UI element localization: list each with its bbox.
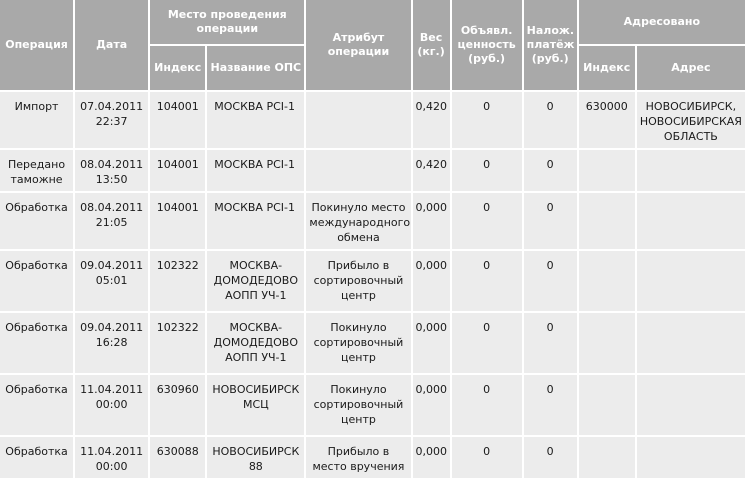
header-cod: Налож. платёж (руб.) (524, 0, 577, 90)
cell-index: 102322 (150, 251, 205, 311)
cell-address (637, 193, 745, 249)
header-attribute: Атрибут операции (306, 0, 410, 90)
cell-declared-value: 0 (452, 251, 522, 311)
cell-attribute (306, 92, 410, 148)
cell-attribute: Покинуло место международного обмена (306, 193, 410, 249)
cell-operation: Обработка (0, 437, 73, 478)
header-place: Место проведения операции (150, 0, 304, 44)
cell-addr-index (579, 193, 635, 249)
header-addr-index: Индекс (579, 46, 635, 90)
cell-ops-name: МОСКВА-ДОМОДЕДОВО АОПП УЧ-1 (207, 251, 304, 311)
cell-date: 11.04.2011 00:00 (75, 375, 148, 435)
table-row (0, 150, 745, 191)
cell-attribute: Прибыло в место вручения (306, 437, 410, 478)
cell-operation: Импорт (0, 92, 73, 148)
cell-ops-name: МОСКВА PCI-1 (207, 92, 304, 148)
cell-addr-index (579, 251, 635, 311)
cell-weight: 0,000 (413, 375, 450, 435)
cell-attribute: Покинуло сортировочный центр (306, 375, 410, 435)
cell-address (637, 150, 745, 191)
cell-cod: 0 (524, 193, 577, 249)
cell-index: 104001 (150, 92, 205, 148)
cell-ops-name: НОВОСИБИРСК 88 (207, 437, 304, 478)
header-ops-name: Название ОПС (207, 46, 304, 90)
cell-attribute (306, 150, 410, 191)
cell-date: 09.04.2011 05:01 (75, 251, 148, 311)
header-declared-value: Объявл. ценность (руб.) (452, 0, 522, 90)
header-index: Индекс (150, 46, 205, 90)
cell-weight: 0,000 (413, 437, 450, 478)
cell-addr-index (579, 150, 635, 191)
cell-addr-index (579, 437, 635, 478)
cell-cod: 0 (524, 92, 577, 148)
header-weight: Вес (кг.) (413, 0, 450, 90)
cell-index: 630960 (150, 375, 205, 435)
cell-date: 11.04.2011 00:00 (75, 437, 148, 478)
table-row (0, 92, 745, 148)
cell-address (637, 375, 745, 435)
cell-address (637, 251, 745, 311)
cell-attribute: Прибыло в сортировочный центр (306, 251, 410, 311)
cell-date: 09.04.2011 16:28 (75, 313, 148, 373)
cell-cod: 0 (524, 375, 577, 435)
cell-ops-name: МОСКВА PCI-1 (207, 193, 304, 249)
cell-weight: 0,000 (413, 193, 450, 249)
cell-operation: Обработка (0, 251, 73, 311)
cell-operation: Обработка (0, 375, 73, 435)
cell-address (637, 313, 745, 373)
cell-operation: Обработка (0, 193, 73, 249)
cell-ops-name: МОСКВА PCI-1 (207, 150, 304, 191)
cell-operation: Обработка (0, 313, 73, 373)
cell-addr-index (579, 375, 635, 435)
cell-date: 08.04.2011 13:50 (75, 150, 148, 191)
cell-date: 08.04.2011 21:05 (75, 193, 148, 249)
table-row (0, 437, 745, 478)
cell-cod: 0 (524, 251, 577, 311)
cell-weight: 0,420 (413, 92, 450, 148)
cell-date: 07.04.2011 22:37 (75, 92, 148, 148)
table-row (0, 193, 745, 249)
cell-ops-name: НОВОСИБИРСК МСЦ (207, 375, 304, 435)
cell-index: 630088 (150, 437, 205, 478)
cell-declared-value: 0 (452, 313, 522, 373)
table-row (0, 375, 745, 435)
cell-declared-value: 0 (452, 437, 522, 478)
cell-addr-index: 630000 (579, 92, 635, 148)
table-row (0, 313, 745, 373)
cell-address: НОВОСИБИРСК, НОВОСИБИРСКАЯ ОБЛАСТЬ (637, 92, 745, 148)
cell-declared-value: 0 (452, 150, 522, 191)
cell-index: 104001 (150, 193, 205, 249)
cell-addr-index (579, 313, 635, 373)
cell-weight: 0,000 (413, 251, 450, 311)
cell-cod: 0 (524, 313, 577, 373)
cell-address (637, 437, 745, 478)
cell-attribute: Покинуло сортировочный центр (306, 313, 410, 373)
cell-operation: Передано таможне (0, 150, 73, 191)
cell-index: 104001 (150, 150, 205, 191)
cell-cod: 0 (524, 150, 577, 191)
cell-declared-value: 0 (452, 193, 522, 249)
cell-index: 102322 (150, 313, 205, 373)
header-address: Адрес (637, 46, 745, 90)
header-operation: Операция (0, 0, 73, 90)
table-row (0, 251, 745, 311)
cell-declared-value: 0 (452, 92, 522, 148)
cell-declared-value: 0 (452, 375, 522, 435)
cell-weight: 0,420 (413, 150, 450, 191)
header-date: Дата (75, 0, 148, 90)
cell-weight: 0,000 (413, 313, 450, 373)
cell-cod: 0 (524, 437, 577, 478)
header-addressed: Адресовано (579, 0, 745, 44)
cell-ops-name: МОСКВА-ДОМОДЕДОВО АОПП УЧ-1 (207, 313, 304, 373)
